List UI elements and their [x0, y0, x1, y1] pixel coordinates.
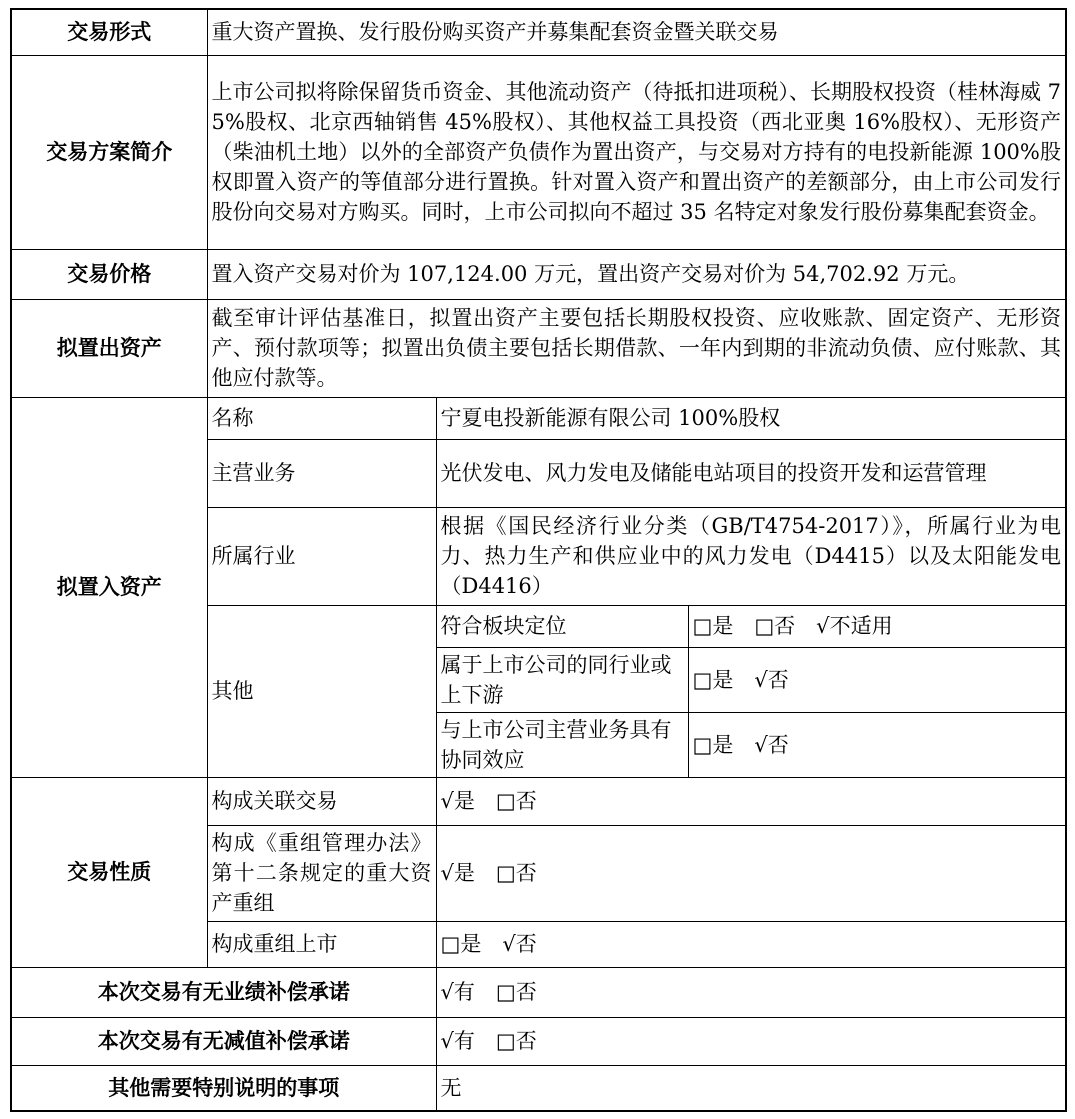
label-synergy: 与上市公司主营业务具有协同效应 [436, 712, 688, 777]
value-transaction-form: 重大资产置换、发行股份购买资产并募集配套资金暨关联交易 [207, 9, 1066, 55]
label-in-assets-other: 其他 [207, 605, 436, 777]
label-other-notes: 其他需要特别说明的事项 [11, 1065, 436, 1111]
label-same-industry: 属于上市公司的同行业或上下游 [436, 647, 688, 712]
label-sector-positioning: 符合板块定位 [436, 605, 688, 647]
label-in-assets-business: 主营业务 [207, 439, 436, 507]
value-related-transaction: √是 □否 [436, 777, 1066, 825]
label-in-assets-industry: 所属行业 [207, 507, 436, 605]
label-restructuring-listing: 构成重组上市 [207, 921, 436, 967]
label-major-restructuring: 构成《重组管理办法》第十二条规定的重大资产重组 [207, 825, 436, 921]
value-in-assets-industry: 根据《国民经济行业分类（GB/T4754-2017）》，所属行业为电力、热力生产和供应业中的风力发电（D4415）以及太阳能发电（D4416） [436, 507, 1066, 605]
transaction-summary-table [10, 8, 1067, 1112]
label-impairment-compensation: 本次交易有无减值补偿承诺 [11, 1017, 436, 1065]
label-transaction-nature: 交易性质 [11, 777, 207, 967]
value-major-restructuring: √是 □否 [436, 825, 1066, 921]
row-nature-related [11, 777, 1066, 825]
row-transaction-form [11, 9, 1066, 55]
row-impairment-compensation [11, 1017, 1066, 1065]
value-same-industry: □是 √否 [688, 647, 1066, 712]
value-impairment-compensation: √有 □否 [436, 1017, 1066, 1065]
row-other-notes [11, 1065, 1066, 1111]
label-transaction-price: 交易价格 [11, 249, 207, 299]
row-transaction-price [11, 249, 1066, 299]
label-in-assets-name: 名称 [207, 397, 436, 439]
value-transaction-plan: 上市公司拟将除保留货币资金、其他流动资产（待抵扣进项税）、长期股权投资（桂林海威 75%股权、北京西轴销售 45%股权）、其他权益工具投资（西北亚奥 16%股权）、无形资产（柴油机土地）以外的全部资产负债作为置出资产，与交易对方持有的电投新能源 100%股权即置入资产的等值部分进行置换。针对置入资产和置出资产的差额部分，由上市公司发行股份向交易对方购买。同时，上市公司拟向不超过 35 名特定对象发行股份募集配套资金。 [207, 55, 1066, 249]
value-out-assets: 截至审计评估基准日，拟置出资产主要包括长期股权投资、应收账款、固定资产、无形资产、预付款项等；拟置出负债主要包括长期借款、一年内到期的非流动负债、应付账款、其他应付款等。 [207, 299, 1066, 397]
label-performance-compensation: 本次交易有无业绩补偿承诺 [11, 967, 436, 1017]
label-transaction-plan: 交易方案简介 [11, 55, 207, 249]
label-related-transaction: 构成关联交易 [207, 777, 436, 825]
label-transaction-form: 交易形式 [11, 9, 207, 55]
value-performance-compensation: √有 □否 [436, 967, 1066, 1017]
value-transaction-price: 置入资产交易对价为 107,124.00 万元，置出资产交易对价为 54,702.92 万元。 [207, 249, 1066, 299]
value-other-notes: 无 [436, 1065, 1066, 1111]
value-in-assets-name: 宁夏电投新能源有限公司 100%股权 [436, 397, 1066, 439]
row-performance-compensation [11, 967, 1066, 1017]
row-transaction-plan [11, 55, 1066, 249]
value-synergy: □是 √否 [688, 712, 1066, 777]
value-sector-positioning: □是 □否 √不适用 [688, 605, 1066, 647]
value-in-assets-business: 光伏发电、风力发电及储能电站项目的投资开发和运营管理 [436, 439, 1066, 507]
value-restructuring-listing: □是 √否 [436, 921, 1066, 967]
transaction-summary-document [10, 8, 1065, 1112]
label-out-assets: 拟置出资产 [11, 299, 207, 397]
row-in-assets-name [11, 397, 1066, 439]
row-out-assets [11, 299, 1066, 397]
label-in-assets: 拟置入资产 [11, 397, 207, 777]
